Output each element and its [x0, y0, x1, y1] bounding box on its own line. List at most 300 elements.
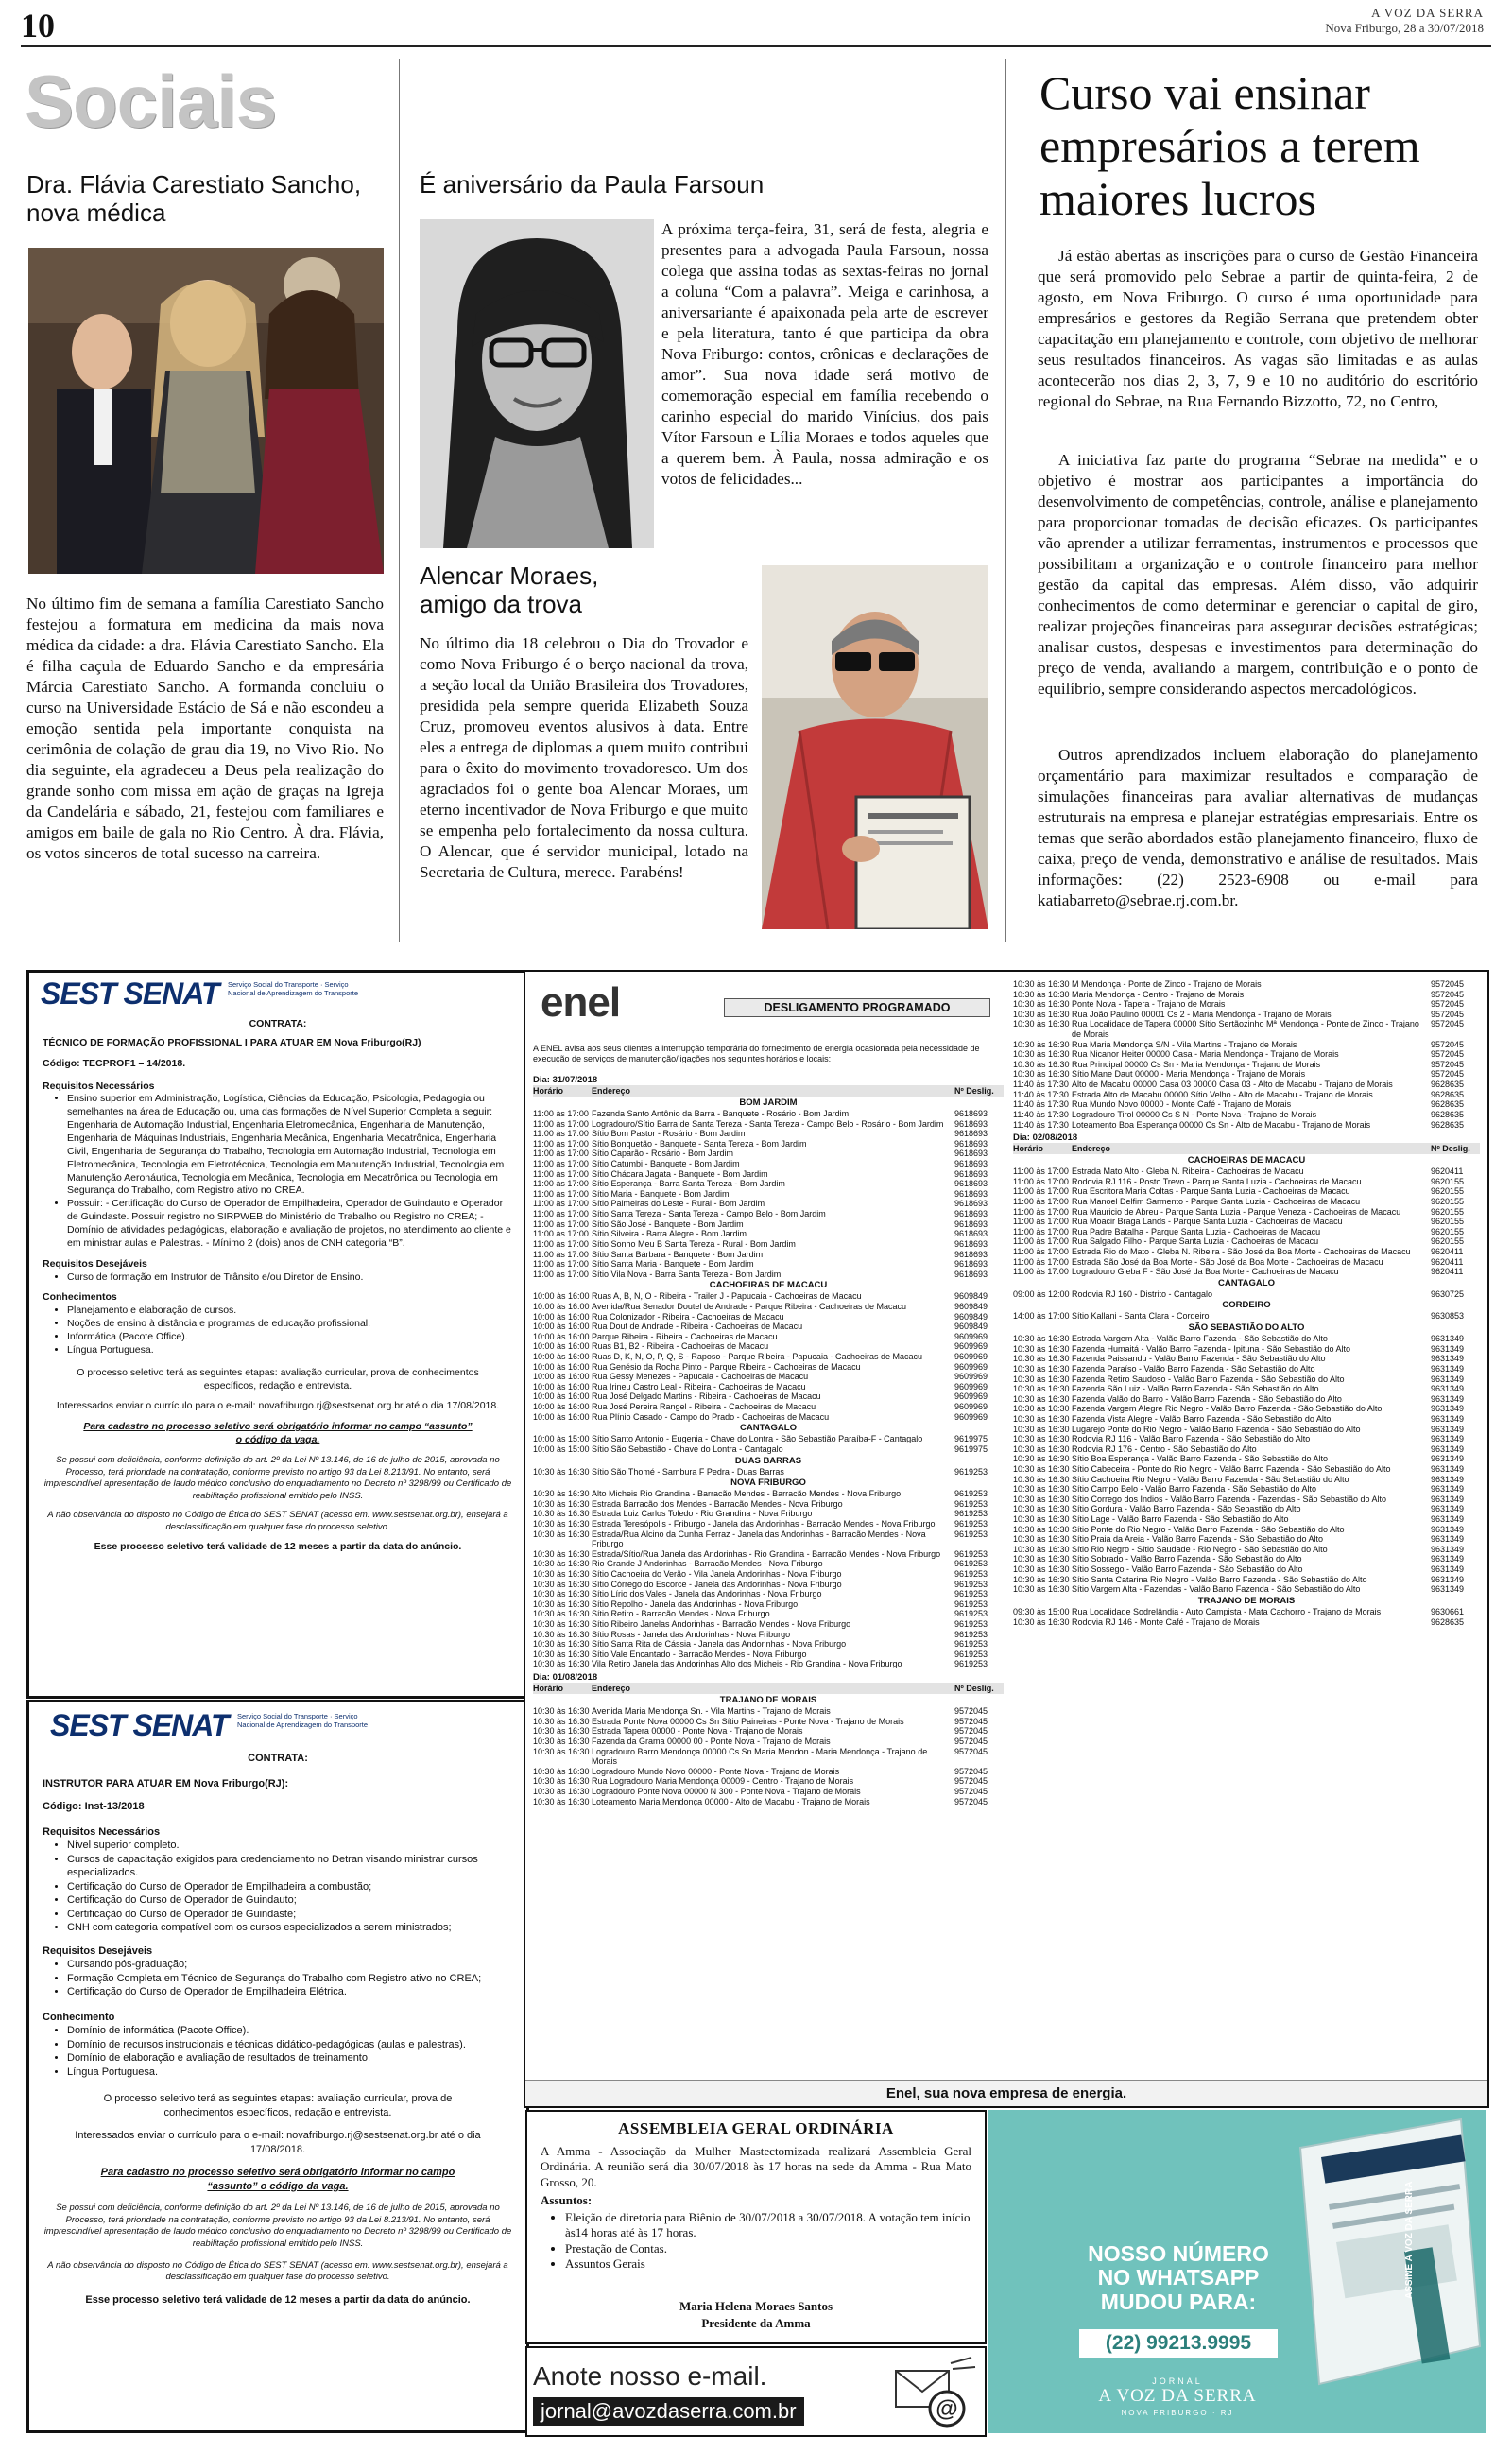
outage-time: 11:00 às 17:00	[1013, 1176, 1069, 1186]
outage-code: 9619253	[954, 1568, 988, 1579]
outage-time: 11:00 às 17:00	[1013, 1236, 1069, 1247]
outage-address: Sítio Campo Belo - Valão Barro Fazenda - São Sebastião do Alto	[1072, 1484, 1316, 1495]
outage-address: Sítio São José - Banquete - Bom Jardim	[592, 1218, 744, 1229]
outage-code: 9619253	[954, 1649, 988, 1659]
outage-time: 10:00 às 16:00	[533, 1331, 590, 1341]
outage-address: Sítio Santa Maria - Banquete - Bom Jardim	[592, 1259, 754, 1270]
outage-row	[533, 1270, 1004, 1280]
alencar-photo	[762, 565, 988, 929]
outage-address: Sítio Vargem Alta - Fazendas - Valão Barro Fazenda - São Sebastião do Alto	[1072, 1584, 1361, 1595]
outage-address: Fazenda São Luiz - Valão Barro Fazenda - São Sebastião do Alto	[1072, 1384, 1319, 1394]
outage-address: Fazenda Paissandu - Valão Barro Fazenda - São Sebastião do Alto	[1072, 1354, 1326, 1364]
outage-row	[533, 1797, 1004, 1807]
outage-address: Sítio Bonquetão - Banquete - Santa Tereza - Bom Jardim	[592, 1138, 807, 1149]
outage-time: 10:30 às 16:30	[533, 1518, 590, 1529]
outage-table-header	[533, 1683, 1004, 1694]
outage-code: 9631349	[1431, 1393, 1465, 1404]
outage-address: Logradouro Barro Mendonça 00000 Cs Sn Maria Mendon - Maria Mendonça - Trajano de Morais	[592, 1746, 928, 1767]
outage-row	[533, 1391, 1004, 1402]
header-rule	[21, 45, 1491, 47]
outage-code: 9631349	[1431, 1524, 1465, 1534]
outage-row	[533, 1159, 1004, 1169]
sest-senat-logo: SEST SENAT	[41, 976, 219, 1011]
outage-address: Sítio Rosas - Janela das Andorinhas - Nova Friburgo	[592, 1629, 791, 1639]
outage-row	[533, 1372, 1004, 1382]
outage-address: Sítio Cachoeira do Verão - Vila Janela Andorinhas - Nova Friburgo	[592, 1568, 842, 1579]
outage-code: 9609969	[954, 1372, 988, 1382]
outage-time: 10:30 às 16:30	[533, 1529, 590, 1539]
outage-code: 9630725	[1431, 1288, 1465, 1299]
outage-code: 9619253	[954, 1579, 988, 1589]
outage-code: 9572045	[1431, 1069, 1465, 1080]
sest2-send: Interessados enviar o currículo para o e-mail: novafriburgo.rj@sestsenat.org.br até o dia 17/08/2018.	[75, 2130, 481, 2155]
outage-time: 10:30 às 16:30	[1013, 1474, 1070, 1484]
outage-header-cell: Endereço	[1072, 1144, 1111, 1154]
outage-address: Loteamento Boa Esperança 00000 Cs Sn - Alto de Macabu - Trajano de Morais	[1072, 1119, 1371, 1130]
outage-code: 9572045	[954, 1796, 988, 1806]
outage-address: Sítio São Thomé - Sambura F Pedra - Duas Barras	[592, 1466, 784, 1477]
assembleia-subject-item: • Prestação de Contas.	[565, 2241, 987, 2256]
outage-time: 10:00 às 16:00	[533, 1361, 590, 1372]
sest2-req-item: • CNH com categoria compatível com os cursos especializados a serem ministrados;	[67, 1921, 513, 1935]
outage-row	[533, 1444, 1004, 1455]
col-rule-1	[399, 59, 400, 942]
outage-code: 9631349	[1431, 1404, 1465, 1414]
outage-time: 10:30 às 16:30	[533, 1609, 590, 1619]
outage-address: Fazenda Retiro Saudoso - Valão Barro Fazenda - São Sebastião do Alto	[1072, 1374, 1345, 1384]
outage-row	[1013, 1554, 1480, 1564]
outage-row	[1013, 1525, 1480, 1535]
outage-address: Rua Escritora Maria Coltas - Parque Santa Luzia - Cachoeiras de Macacu	[1072, 1186, 1350, 1197]
outage-code: 9631349	[1431, 1574, 1465, 1584]
outage-time: 11:40 às 17:30	[1013, 1109, 1069, 1119]
outage-address: Rodovia RJ 116 - Valão Barro Fazenda - São Sebastião do Alto	[1072, 1434, 1311, 1444]
page-number: 10	[21, 7, 55, 44]
outage-time: 10:30 às 16:30	[1013, 1334, 1070, 1344]
outage-address: Sítio Gordura - Valão Barro Fazenda - São Sebastião do Alto	[1072, 1504, 1301, 1514]
sest1-code: Código: TECPROF1 – 14/2018.	[43, 1057, 186, 1069]
outage-time: 10:30 às 16:30	[533, 1639, 590, 1650]
sest2-subject: Para cadastro no processo seletivo será obrigatório informar no campo “assunto” o código da vaga.	[100, 2167, 455, 2192]
outage-time: 10:00 às 16:00	[533, 1372, 590, 1382]
outage-time: 11:00 às 17:00	[533, 1249, 589, 1259]
outage-code: 9619253	[954, 1509, 988, 1519]
outage-time: 11:00 às 17:00	[533, 1138, 589, 1149]
sest1-contrata: CONTRATA:	[249, 1018, 307, 1029]
outage-address: Sítio Retiro - Barracão Mendes - Nova Friburgo	[592, 1609, 770, 1619]
outage-row	[1013, 1207, 1480, 1218]
outage-region: CACHOEIRAS DE MACACU	[1187, 1155, 1306, 1167]
curso-p2: A iniciativa faz parte do programa “Sebrae na medida” e o objetivo é mostrar aos participantes a importância do desenvolvimento de competências, controle, análise e planejamento para proporcionar tomadas de decisão eficazes. Os participantes vão aprender a utilizar ferramentas, instrumentos e processos que possibilitam a organização e o controle financeiro para melhor gestão da capital das empresas. Além disso, vão adquirir conhecimentos de como determinar e gerenciar o capital de giro, realizar projeções financeiras para assegurar decisões estratégicas; analisar custos, despesas e investimentos para determinação do preço de venda, avaliando a margem, contribuição e o ponto de equilíbrio, sempre considerando aspectos mercadológicos.	[1038, 451, 1478, 699]
outage-region: CACHOEIRAS DE MACACU	[709, 1280, 828, 1291]
outage-time: 11:00 às 17:00	[1013, 1217, 1069, 1227]
outage-region: DUAS BARRAS	[734, 1455, 802, 1466]
outage-row	[533, 1362, 1004, 1373]
sest2-req-heading: Requisitos Necessários	[43, 1825, 161, 1838]
outage-time: 10:30 às 16:30	[533, 1726, 590, 1737]
outage-date: Dia: 02/08/2018	[1013, 1132, 1078, 1144]
outage-code: 9631349	[1431, 1584, 1465, 1595]
outage-row	[533, 1717, 1004, 1727]
sest2-con-item: • Domínio de elaboração e avaliação de resultados de treinamento.	[67, 2051, 513, 2065]
outage-address: Fazenda Humaitá - Valão Barro Fazenda - Ipituna - São Sebastião do Alto	[1072, 1343, 1351, 1354]
outage-code: 9631349	[1431, 1474, 1465, 1484]
outage-code: 9572045	[954, 1706, 988, 1717]
outage-row	[533, 1509, 1004, 1519]
outage-row	[1013, 1444, 1480, 1455]
outage-address: Ruas D, K, N, O, P, Q, S - Raposo - Parque Ribeira - Papucaia - Cachoeiras de Macacu	[592, 1352, 922, 1362]
paula-headline: É aniversário da Paula Farsoun	[420, 170, 765, 199]
outage-time: 10:30 às 16:30	[533, 1766, 590, 1776]
outage-address: Rua Irineu Castro Leal - Ribeira - Cachoeiras de Macacu	[592, 1381, 806, 1391]
outage-row	[1013, 1617, 1480, 1628]
outage-row	[533, 1239, 1004, 1250]
sest-senat-ad-2	[26, 1700, 529, 2433]
outage-address: Estrada Rio do Mato - Gleba N. Ribeira - São José da Boa Morte - Cachoeiras de Macacu	[1072, 1247, 1411, 1257]
outage-time: 10:00 às 16:00	[533, 1411, 590, 1422]
sest2-validity: Esse processo seletivo terá validade de 12 meses a partir da data do anúncio.	[85, 2293, 471, 2306]
outage-time: 10:30 às 16:30	[533, 1736, 590, 1746]
outage-address: Estrada Luiz Carlos Toledo - Rio Grandina - Nova Friburgo	[592, 1509, 813, 1519]
outage-row	[533, 1129, 1004, 1139]
flavia-body: No último fim de semana a família Carestiato Sancho festejou a formatura em medicina da mais nova médica da cidade: a dra. Flávia Carestiato Sancho. Ela é filha caçula de Eduardo Sancho e da empresária Márcia Carestiato Sancho. A formanda concluiu o curso na Universidade Estácio de Sá e não escondeu a emoção sentida pela importante conquista na cerimônia de colação de grau dia 19, no Vivo Rio. No dia seguinte, ela agradeceu a Deus pela realização do grande sonho com missa em ação de graças na Igreja da Candelária e sábado, 21, festejou com familiares e amigos em baile de gala no Rio Centro. À dra. Flávia, os votos sinceros de total sucesso na carreira.	[26, 595, 384, 863]
outage-address: Sítio Santo Antonio - Eugenia - Chave do Lontra - São Sebastião Paraíba-F - Cantagalo	[592, 1434, 923, 1444]
outage-row	[533, 1787, 1004, 1797]
outage-row	[1013, 1434, 1480, 1444]
sest2-des-item: • Certificação do Curso de Operador de Empilhadeira Elétrica.	[67, 1985, 513, 1999]
outage-address: Rua Genésio da Rocha Pinto - Parque Ribeira - Cachoeiras de Macacu	[592, 1361, 861, 1372]
outage-code: 9631349	[1431, 1424, 1465, 1434]
outage-time: 10:00 às 15:00	[533, 1434, 590, 1444]
outage-code: 9572045	[1431, 1009, 1465, 1019]
outage-code: 9618693	[954, 1109, 988, 1118]
outage-row	[1013, 1475, 1480, 1485]
outage-address: Parque Ribeira - Ribeira - Cachoeiras de Macacu	[592, 1331, 778, 1341]
outage-row	[1013, 1120, 1480, 1131]
outage-time: 11:00 às 17:00	[533, 1179, 589, 1189]
outage-row	[533, 1609, 1004, 1619]
outage-time: 10:30 às 16:30	[1013, 989, 1070, 999]
outage-time: 10:30 às 16:30	[1013, 1544, 1070, 1554]
outage-code: 9620411	[1431, 1267, 1464, 1277]
outage-row	[1013, 1425, 1480, 1435]
alencar-photo-illustration	[762, 565, 988, 929]
sest1-con-list	[43, 1305, 513, 1357]
outage-code: 9609969	[954, 1331, 988, 1341]
assembleia-sign-name: Maria Helena Moraes Santos	[679, 2299, 833, 2313]
outage-row	[1013, 1247, 1480, 1257]
outage-address: Rua João Paulino 00001 Cs 2 - Maria Mendonça - Trajano de Morais	[1072, 1009, 1332, 1019]
sest2-con-heading: Conhecimento	[43, 2011, 115, 2023]
outage-time: 10:00 às 15:00	[533, 1443, 590, 1454]
outage-row	[533, 1434, 1004, 1444]
outage-time: 11:00 às 17:00	[1013, 1206, 1069, 1217]
outage-row	[533, 1332, 1004, 1342]
outage-time: 11:00 às 17:00	[1013, 1196, 1069, 1206]
outage-code: 9572045	[954, 1786, 988, 1796]
outage-code: 9631349	[1431, 1554, 1465, 1564]
outage-row	[1013, 1069, 1480, 1080]
whatsapp-number: (22) 99213.9995	[1079, 2329, 1278, 2358]
outage-code: 9609849	[954, 1301, 988, 1311]
outage-address: Sítio São Sebastião - Chave do Lontra - Cantagalo	[592, 1443, 783, 1454]
outage-address: Alto Micheis Rio Grandina - Barracão Mendes - Barracão Mendes - Nova Friburgo	[592, 1489, 902, 1499]
outage-code: 9630661	[1431, 1606, 1465, 1616]
outage-time: 10:30 às 16:30	[1013, 1616, 1070, 1627]
outage-header-cell: Horário	[533, 1684, 564, 1694]
sest2-req-item: • Nível superior completo.	[67, 1839, 513, 1853]
outage-time: 10:30 às 16:30	[1013, 1354, 1070, 1364]
outage-code: 9628635	[1431, 1109, 1465, 1119]
outage-time: 10:00 às 16:00	[533, 1402, 590, 1412]
outage-time: 10:30 às 16:30	[1013, 1343, 1070, 1354]
sest1-req-heading: Requisitos Necessários	[43, 1080, 155, 1092]
outage-address: Sítio Caparão - Rosário - Bom Jardim	[592, 1149, 734, 1159]
sest-senat-logo-sub: Serviço Social do Transporte · Serviço Nacional de Aprendizagem do Transporte	[228, 980, 359, 997]
date-line: Nova Friburgo, 28 a 30/07/2018	[1325, 21, 1484, 35]
outage-address: Rua Logradouro Maria Mendonça 00009 - Centro - Trajano de Morais	[592, 1776, 854, 1787]
assembleia-subjects	[541, 2210, 987, 2272]
sest2-pcd: Se possui com deficiência, conforme definição do art. 2º da Lei Nº 13.146, de 16 de julho de 2015, aprovada no Processo, terá prioridade na contratação, conforme previsto no artigo 93 da Lei 8.213/91. No entanto, será imprescindível apresentação de laudo médico conclusivo do enquadramento no Decreto nº 3298/99 ou Certificado de reabilitação profissional emitido pelo INSS.	[43, 2203, 512, 2249]
outage-address: Sítio Bom Pastor - Rosário - Bom Jardim	[592, 1129, 746, 1139]
sest1-req-item: • Possuir: - Certificação do Curso de Operador de Empilhadeira, Operador de Guindauto e Operador de Guindaste. Possuir registro no SIRPWEB do Ministério do Trabalho ou Registro no CREA; - Domínio de atividades pedagógicas, elaboração e avaliação de projetos, no atendimento ao cliente e em ministrar aulas e Palestras. - Mínimo 2 (dois) anos de CNH categoria “B”.	[67, 1198, 513, 1250]
outage-address: Loteamento Maria Mendonça 00000 - Alto de Macabu - Trajano de Morais	[592, 1796, 870, 1806]
outage-code: 9619253	[954, 1466, 988, 1477]
outage-address: Sítio Sobrado - Valão Barro Fazenda - São Sebastião do Alto	[1072, 1554, 1302, 1564]
sest2-con-item: • Domínio de recursos instrucionais e técnicas didático-pedagógicas (aulas e palestras).	[67, 2038, 513, 2052]
sest1-des-heading: Requisitos Desejáveis	[43, 1257, 147, 1270]
outage-region: CORDEIRO	[1222, 1300, 1271, 1311]
outage-code: 9618693	[954, 1129, 988, 1139]
outage-address: Ponte Nova - Tapera - Trajano de Morais	[1072, 999, 1226, 1010]
outage-time: 10:00 às 16:00	[533, 1341, 590, 1352]
sest2-title: INSTRUTOR PARA ATUAR EM Nova Friburgo(RJ):	[43, 1777, 289, 1789]
outage-time: 11:00 às 17:00	[1013, 1186, 1069, 1197]
outage-row	[533, 1589, 1004, 1599]
outage-row	[1013, 1227, 1480, 1237]
outage-code: 9628635	[1431, 1616, 1465, 1627]
outage-row	[1013, 1404, 1480, 1414]
outage-row	[533, 1291, 1004, 1302]
sest2-contrata: CONTRATA:	[248, 1753, 308, 1764]
outage-time: 10:30 às 16:30	[1013, 1404, 1070, 1414]
sest1-con-item: • Informática (Pacote Office).	[67, 1331, 513, 1344]
outage-address: Fazenda Valão do Barro - Valão Barro Fazenda - São Sebastião do Alto	[1072, 1393, 1342, 1404]
outage-address: Sítio Praia da Areia - Valão Barro Fazenda - São Sebastião do Alto	[1072, 1534, 1323, 1545]
outage-address: Fazenda Vista Alegre - Valão Barro Fazenda - São Sebastião do Alto	[1072, 1413, 1332, 1424]
email-ad	[525, 2346, 987, 2437]
outage-time: 10:30 às 16:30	[533, 1706, 590, 1717]
outage-address: Estrada Tapera 00000 - Ponte Nova - Trajano de Morais	[592, 1726, 803, 1737]
outage-time: 09:00 às 12:00	[1013, 1288, 1070, 1299]
enel-list-left	[533, 1072, 1004, 1806]
sest1-con-heading: Conhecimentos	[43, 1291, 117, 1304]
outage-time: 10:30 às 16:30	[533, 1629, 590, 1639]
outage-row	[1013, 999, 1480, 1010]
outage-time: 10:30 às 16:30	[1013, 999, 1070, 1010]
curso-headline: Curso vai ensinar empresários a terem maiores lucros	[1040, 66, 1420, 225]
outage-address: Rua Mauricio de Abreu - Parque Santa Luzia - Parque Veneza - Cachoeiras de Macacu	[1072, 1206, 1401, 1217]
outage-time: 10:30 às 16:30	[533, 1716, 590, 1726]
outage-row	[533, 1529, 1004, 1549]
outage-code: 9618693	[954, 1249, 988, 1259]
outage-address: Rodovia RJ 176 - Centro - São Sebastião do Alto	[1072, 1443, 1257, 1454]
outage-region: BOM JARDIM	[739, 1097, 798, 1108]
outage-region: NOVA FRIBURGO	[730, 1478, 806, 1489]
outage-row	[1013, 1534, 1480, 1545]
sest2-des-item: • Cursando pós-graduação;	[67, 1958, 513, 1972]
outage-code: 9631349	[1431, 1334, 1465, 1344]
sest2-req-item: • Certificação do Curso de Operador de Guindauto;	[67, 1893, 513, 1908]
outage-code: 9619253	[954, 1548, 988, 1559]
outage-code: 9572045	[954, 1726, 988, 1737]
outage-time: 11:00 às 17:00	[533, 1229, 589, 1239]
outage-code: 9572045	[1431, 989, 1465, 999]
outage-row	[1013, 1167, 1480, 1177]
outage-time: 11:40 às 17:30	[1013, 1099, 1069, 1110]
outage-address: Sítio Vila Nova - Barra Santa Tereza - Bom Jardim	[592, 1269, 782, 1279]
outage-time: 10:30 às 16:30	[1013, 1059, 1070, 1069]
outage-time: 10:00 às 16:00	[533, 1311, 590, 1322]
outage-code: 9609969	[954, 1411, 988, 1422]
outage-code: 9630853	[1431, 1311, 1465, 1322]
outage-row	[1013, 1177, 1480, 1187]
outage-time: 10:30 às 16:30	[1013, 979, 1070, 989]
outage-time: 11:00 às 17:00	[533, 1109, 589, 1118]
outage-row	[533, 1569, 1004, 1580]
outage-code: 9618693	[954, 1168, 988, 1179]
outage-address: Sítio Santa Tereza - Santa Tereza - Campo Belo - Bom Jardim	[592, 1209, 826, 1219]
outage-table-header	[1013, 1143, 1480, 1154]
outage-row	[1013, 1080, 1480, 1090]
outage-time: 10:30 às 16:30	[533, 1619, 590, 1630]
outage-address: Sítio Sonho Meu B Santa Tereza - Rural - Bom Jardim	[592, 1238, 796, 1249]
outage-address: Rua Salgado Filho - Parque Santa Luzia - Cachoeiras de Macacu	[1072, 1236, 1319, 1247]
outage-row	[533, 1519, 1004, 1529]
outage-code: 9619253	[954, 1659, 988, 1669]
outage-row	[533, 1149, 1004, 1159]
whatsapp-brand-small: JORNAL	[1152, 2376, 1203, 2386]
outage-address: Rua Plínio Casado - Campo do Prado - Cachoeiras de Macacu	[592, 1411, 830, 1422]
outage-address: Rua Colonizador - Ribeira - Cachoeiras de Macacu	[592, 1311, 784, 1322]
outage-time: 10:30 às 16:30	[1013, 1009, 1070, 1019]
outage-code: 9619253	[954, 1589, 988, 1599]
outage-time: 14:00 às 17:00	[1013, 1311, 1070, 1322]
outage-address: Sítio Santa Rita de Cássia - Janela das Andorinhas - Nova Friburgo	[592, 1639, 847, 1650]
outage-time: 11:00 às 17:00	[533, 1129, 589, 1139]
outage-time: 10:30 às 16:30	[1013, 1574, 1070, 1584]
outage-row	[533, 1580, 1004, 1590]
outage-address: Sítio Ribeiro Janelas Andorinhas - Barracão Mendes - Nova Friburgo	[592, 1619, 851, 1630]
outage-address: Rua Padre Batalha - Parque Santa Luzia - Cachoeiras de Macacu	[1072, 1226, 1321, 1236]
paula-photo	[420, 219, 654, 548]
sest1-title: TÉCNICO DE FORMAÇÃO PROFISSIONAL I PARA ATUAR EM Nova Friburgo(RJ)	[43, 1036, 421, 1048]
outage-address: Estrada Barracão dos Mendes - Barracão Mendes - Nova Friburgo	[592, 1498, 843, 1509]
outage-time: 10:30 às 16:30	[533, 1786, 590, 1796]
outage-code: 9619253	[954, 1609, 988, 1619]
outage-row	[533, 1382, 1004, 1392]
outage-address: Rua Principal 00000 Cs Sn - Maria Mendonça - Trajano de Morais	[1072, 1059, 1321, 1069]
outage-address: Fazenda Paraíso - Valão Barro Fazenda - São Sebastião do Alto	[1072, 1363, 1315, 1374]
outage-code: 9618693	[954, 1179, 988, 1189]
outage-row	[533, 1119, 1004, 1130]
outage-row	[533, 1776, 1004, 1787]
outage-code: 9620155	[1431, 1217, 1465, 1227]
outage-code: 9619253	[954, 1629, 988, 1639]
outage-row	[1013, 1197, 1480, 1207]
outage-address: Logradouro/Sítio Barra de Santa Tereza - Santa Tereza - Campo Belo - Rosário - Bom Jardim	[592, 1118, 944, 1129]
outage-time: 10:30 às 16:30	[533, 1509, 590, 1519]
outage-address: Sítio Repolho - Janela das Andorinhas - Nova Friburgo	[592, 1599, 799, 1609]
outage-code: 9609969	[954, 1361, 988, 1372]
outage-row	[1013, 1414, 1480, 1425]
outage-region: TRAJANO DE MORAIS	[719, 1695, 817, 1706]
outage-row	[533, 1706, 1004, 1717]
outage-code: 9628635	[1431, 1080, 1465, 1090]
outage-time: 10:30 às 16:30	[1013, 1069, 1070, 1080]
outage-code: 9618693	[954, 1118, 988, 1129]
outage-time: 10:30 às 16:30	[1013, 1363, 1070, 1374]
sest1-validity: Esse processo seletivo terá validade de 12 meses a partir da data do anúncio.	[94, 1541, 462, 1553]
outage-address: Rio Grande J Andorinhas - Barracão Mendes - Nova Friburgo	[592, 1559, 823, 1569]
outage-row	[533, 1312, 1004, 1322]
enel-title: DESLIGAMENTO PROGRAMADO	[724, 998, 990, 1017]
assembleia-subjects-heading: Assuntos:	[541, 2193, 593, 2207]
outage-time: 11:00 às 17:00	[533, 1159, 589, 1169]
outage-row	[1013, 1384, 1480, 1394]
outage-row	[533, 1747, 1004, 1767]
outage-address: Avenida/Rua Senador Doutel de Andrade - Parque Ribeira - Cachoeiras de Macacu	[592, 1301, 907, 1311]
outage-row	[533, 1467, 1004, 1478]
enel-list-right	[1013, 979, 1480, 1627]
sest2-process: O processo seletivo terá as seguintes etapas: avaliação curricular, prova de conhecimentos específicos, redação e entrevista.	[103, 2093, 453, 2118]
outage-code: 9631349	[1431, 1384, 1465, 1394]
outage-code: 9572045	[954, 1716, 988, 1726]
outage-time: 11:00 às 17:00	[1013, 1167, 1069, 1177]
outage-row	[533, 1189, 1004, 1200]
outage-row	[1013, 1099, 1480, 1110]
outage-row	[1013, 1584, 1480, 1595]
outage-code: 9620411	[1431, 1167, 1464, 1177]
outage-code: 9628635	[1431, 1099, 1465, 1110]
outage-time: 11:00 às 17:00	[533, 1199, 589, 1209]
outage-time: 10:30 às 16:30	[1013, 1384, 1070, 1394]
whatsapp-brand-city: NOVA FRIBURGO · RJ	[1121, 2409, 1234, 2417]
outage-row	[1013, 1354, 1480, 1364]
outage-code: 9572045	[1431, 1049, 1465, 1060]
outage-address: Rodovia RJ 146 - Monte Café - Trajano de Morais	[1072, 1616, 1260, 1627]
outage-address: Fazenda da Grama 00000 00 - Ponte Nova - Trajano de Morais	[592, 1736, 831, 1746]
outage-code: 9631349	[1431, 1484, 1465, 1495]
outage-row	[533, 1737, 1004, 1747]
outage-row	[1013, 1040, 1480, 1050]
outage-code: 9619253	[954, 1619, 988, 1630]
outage-address: Sítio Kallani - Santa Clara - Cordeiro	[1072, 1311, 1210, 1322]
outage-time: 10:30 às 16:30	[533, 1548, 590, 1559]
outage-code: 9619253	[954, 1498, 988, 1509]
outage-time: 11:00 às 17:00	[1013, 1247, 1069, 1257]
outage-time: 10:30 às 16:30	[1013, 1564, 1070, 1575]
outage-code: 9619253	[954, 1529, 988, 1539]
outage-address: Sítio Cabeceira - Ponte do Rio Negro - Valão Barro Fazenda - São Sebastião do Alto	[1072, 1463, 1391, 1474]
outage-time: 10:30 às 16:30	[533, 1489, 590, 1499]
outage-address: Rua Gessy Menezes - Papucaia - Cachoeiras de Macacu	[592, 1372, 809, 1382]
outage-address: Rua Mundo Novo 00000 - Monte Café - Trajano de Morais	[1072, 1099, 1292, 1110]
outage-row	[533, 1599, 1004, 1610]
outage-time: 11:40 às 17:30	[1013, 1089, 1069, 1099]
outage-row	[533, 1199, 1004, 1209]
outage-time: 10:30 às 16:30	[1013, 1019, 1070, 1029]
